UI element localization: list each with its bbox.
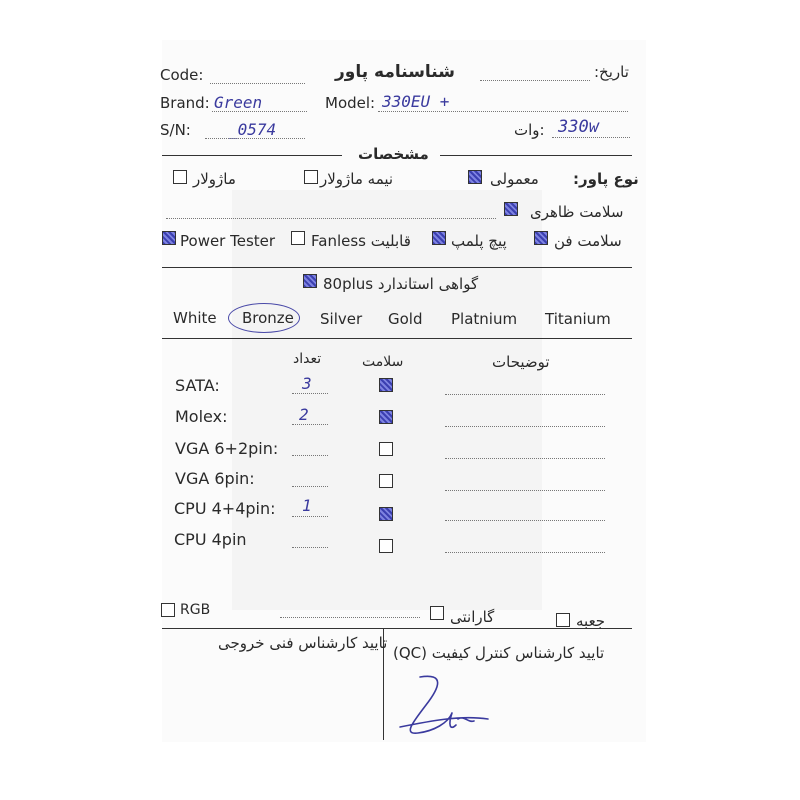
sn-underline — [205, 138, 305, 139]
model-underline — [378, 111, 628, 112]
fan-health-checkbox[interactable] — [534, 231, 548, 245]
power-tester-label: Power Tester — [180, 232, 276, 250]
notes-header: توضیحات — [492, 353, 550, 371]
count-header: تعداد — [293, 351, 322, 367]
appearance-dots — [166, 218, 496, 219]
connector-name: SATA: — [175, 376, 220, 395]
brand-underline — [212, 111, 307, 112]
brand-label: Brand: — [160, 94, 210, 112]
connector-name: CPU 4+4pin: — [174, 499, 276, 518]
count-dots — [292, 516, 328, 517]
connector-health-checkbox[interactable] — [379, 474, 393, 488]
connector-count: 3 — [302, 374, 312, 393]
rgb-label: RGB — [180, 602, 211, 618]
count-dots — [292, 424, 328, 425]
warranty-checkbox[interactable] — [430, 606, 444, 620]
connector-health-checkbox[interactable] — [379, 410, 393, 424]
power-type-regular-label: معمولی — [490, 170, 539, 188]
power-type-label: نوع پاور: — [573, 170, 639, 188]
notes-dots — [445, 426, 605, 427]
model-value: 330EU + — [382, 92, 450, 111]
count-dots — [292, 547, 328, 548]
connector-health-checkbox[interactable] — [379, 539, 393, 553]
connector-name: CPU 4pin — [174, 530, 247, 549]
power-type-modular-checkbox[interactable] — [173, 170, 187, 184]
count-dots — [292, 455, 328, 456]
connector-health-checkbox[interactable] — [379, 507, 393, 521]
section-divider-1 — [162, 267, 632, 268]
notes-dots — [445, 520, 605, 521]
brand-value: Green — [214, 93, 263, 112]
notes-dots — [445, 490, 605, 491]
connector-count: 1 — [302, 496, 312, 515]
watt-value: 330w — [558, 117, 599, 137]
health-header: سلامت — [362, 354, 404, 370]
specs-title: مشخصات — [358, 145, 429, 163]
box-label: جعبه — [576, 612, 606, 630]
appearance-label: سلامت ظاهری — [530, 203, 624, 221]
signature — [390, 665, 500, 745]
fanless-label: قابلیت Fanless — [311, 232, 411, 250]
rgb-checkbox[interactable] — [161, 603, 175, 617]
footer-divider — [162, 628, 632, 629]
code-underline — [210, 83, 305, 84]
sn-label: S/N: — [160, 121, 191, 139]
seal-screw-checkbox[interactable] — [432, 231, 446, 245]
level-bronze: Bronze — [242, 309, 294, 327]
warranty-label: گارانتی — [450, 608, 495, 626]
power-type-semimodular-checkbox[interactable] — [304, 170, 318, 184]
date-underline — [480, 80, 590, 81]
section-divider-2 — [162, 338, 632, 339]
sn-value: _0574 — [228, 120, 277, 139]
date-label: تاریخ: — [594, 63, 629, 81]
notes-dots — [445, 552, 605, 553]
watt-underline — [552, 137, 630, 138]
power-tester-checkbox[interactable] — [162, 231, 176, 245]
level-silver: Silver — [320, 310, 363, 328]
connector-health-checkbox[interactable] — [379, 378, 393, 392]
watt-label: :وات — [514, 121, 545, 139]
notes-dots — [445, 394, 605, 395]
certificate-label: گواهی استاندارد 80plus — [323, 275, 479, 293]
connector-name: Molex: — [175, 407, 228, 426]
certificate-checkbox[interactable] — [303, 274, 317, 288]
connector-health-checkbox[interactable] — [379, 442, 393, 456]
count-dots — [292, 486, 328, 487]
model-label: Model: — [325, 94, 376, 112]
connector-name: VGA 6+2pin: — [175, 439, 279, 458]
rgb-dots — [280, 617, 420, 618]
fanless-checkbox[interactable] — [291, 231, 305, 245]
specs-rule-right — [440, 155, 632, 156]
qc-tech-approval: تایید کارشناس کنترل کیفیت (QC) — [393, 644, 605, 662]
level-gold: Gold — [388, 310, 423, 328]
page-title: شناسنامه پاور — [335, 62, 455, 82]
count-dots — [292, 393, 328, 394]
fan-health-label: سلامت فن — [554, 232, 622, 250]
level-platnium: Platnium — [451, 310, 518, 328]
seal-screw-label: پیچ پلمپ — [451, 232, 507, 250]
power-type-modular-label: ماژولار — [193, 170, 236, 188]
power-type-semimodular-label: نیمه ماژولار — [320, 170, 394, 188]
output-tech-approval: تایید کارشناس فنی خروجی — [218, 634, 388, 652]
level-white: White — [173, 309, 217, 327]
notes-dots — [445, 458, 605, 459]
appearance-checkbox[interactable] — [504, 202, 518, 216]
connector-count: 2 — [299, 405, 309, 424]
level-titanium: Titanium — [545, 310, 611, 328]
specs-rule-left — [162, 155, 342, 156]
power-type-regular-checkbox[interactable] — [468, 170, 482, 184]
code-label: Code: — [160, 66, 204, 84]
box-checkbox[interactable] — [556, 613, 570, 627]
connector-name: VGA 6pin: — [175, 469, 255, 488]
